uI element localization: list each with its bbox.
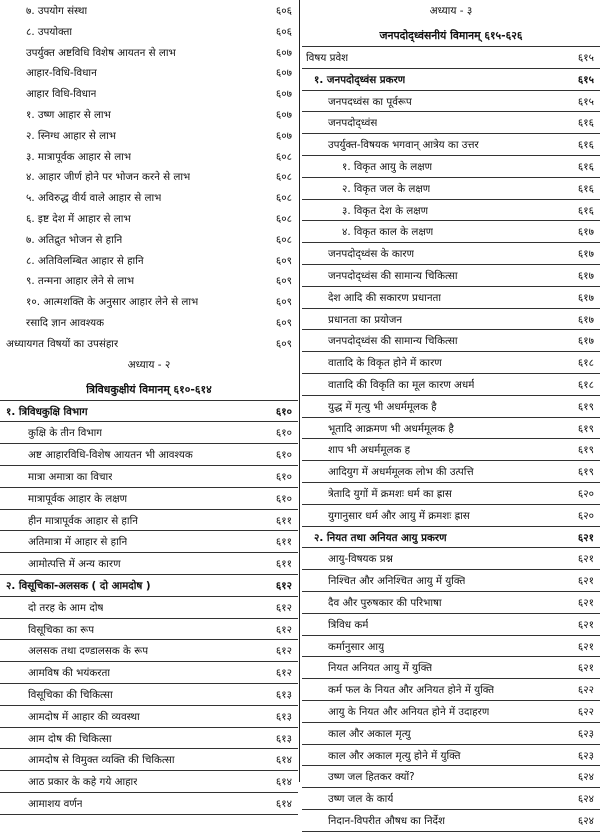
toc-entry-page: ६२३ (577, 727, 594, 740)
column-divider (299, 0, 300, 782)
toc-entry-title: कर्म फल के नियत और अनियत होने में युक्ति (328, 684, 495, 697)
toc-entry (302, 548, 600, 570)
toc-entry (302, 723, 600, 745)
toc-entry (0, 166, 298, 187)
toc-entry (0, 62, 298, 83)
toc-entry-title: अलसक तथा दण्डालसक के रूप (28, 645, 149, 658)
toc-entry-page: ६१२ (275, 601, 292, 614)
toc-entry-page: ६१० (275, 449, 292, 462)
toc-entry (0, 510, 298, 532)
toc-entry-page: ६२४ (577, 814, 594, 827)
toc-entry (0, 531, 298, 553)
toc-entry-title: कर्मानुसार आयु (328, 640, 385, 653)
toc-entry-page: ६१९ (577, 444, 594, 457)
toc-entry (302, 657, 600, 679)
toc-entry-title: आयु के नियत और अनियत होने में उदाहरण (328, 705, 490, 718)
toc-entry (0, 444, 298, 466)
toc-entry-page: ६२० (577, 487, 594, 500)
toc-entry-title: ३. मात्रापूर्वक आहार से लाभ (26, 150, 132, 163)
toc-entry (0, 488, 298, 510)
toc-entry-page: ६१२ (275, 623, 292, 636)
toc-entry-page: ६१६ (577, 139, 594, 152)
toc-entry-title: ४. विकृत काल के लक्षण (342, 226, 434, 239)
toc-entry-title: जनपदोद्ध्वंस की सामान्य चिकित्सा (328, 335, 458, 348)
toc-entry-title: भूतादि आक्रमण भी अधर्ममूलक है (328, 422, 454, 435)
toc-entry-title: २. स्निग्ध आहार से लाभ (26, 129, 116, 142)
chapter-3-label: अध्याय - ३ (429, 5, 473, 17)
toc-entry-title: १०. आत्मशक्ति के अनुसार आहार लेने से लाभ (26, 296, 199, 309)
toc-entry-title: ८. अतिविलम्बित आहार से हानि (26, 254, 144, 267)
toc-entry-page: ६२३ (577, 749, 594, 762)
toc-entry-title: काल और अकाल मृत्यु होने में युक्ति (328, 749, 461, 762)
chapter-3-title: जनपदोद्ध्वंसनीयं विमानम् ६१५-६२६ (302, 22, 600, 47)
toc-entry (0, 146, 298, 167)
toc-entry (302, 221, 600, 243)
toc-entry-title: ६. इष्ट देश में आहार से लाभ (26, 212, 131, 225)
toc-entry-title: १. विकृत आयु के लक्षण (342, 160, 433, 173)
toc-entry-title: वातादि की विकृति का मूल कारण अधर्म (328, 378, 475, 391)
toc-entry-page: ६०९ (275, 337, 292, 350)
toc-entry (302, 200, 600, 222)
toc-entry (302, 527, 600, 549)
toc-entry (302, 745, 600, 767)
toc-entry (0, 640, 298, 662)
toc-entry-page: ६२० (577, 509, 594, 522)
toc-entry-page: ६११ (275, 514, 292, 527)
toc-entry-page: ६०८ (275, 150, 292, 163)
toc-entry-page: ६२२ (577, 705, 594, 718)
toc-entry-title: ४. आहार जीर्ण होने पर भोजन करने से लाभ (26, 171, 191, 184)
toc-entry (0, 42, 298, 63)
toc-entry (0, 422, 298, 444)
toc-entry-title: ३. विकृत देश के लक्षण (342, 204, 429, 217)
toc-entry-title: त्रिविध कर्म (328, 618, 369, 631)
toc-entry (302, 788, 600, 810)
toc-entry-page: ६१३ (275, 710, 292, 723)
toc-entry (302, 156, 600, 178)
left-column (0, 0, 298, 815)
toc-entry-page: ६१७ (577, 269, 594, 282)
toc-entry-page: ६१६ (577, 182, 594, 195)
toc-entry (0, 684, 298, 706)
toc-entry-title: आमोत्पत्ति में अन्य कारण (28, 558, 121, 571)
toc-entry (0, 401, 298, 423)
toc-entry (302, 112, 600, 134)
toc-entry (302, 701, 600, 723)
toc-entry (0, 125, 298, 146)
left-toc-list-top (0, 0, 298, 354)
toc-entry (302, 309, 600, 331)
toc-entry (302, 396, 600, 418)
toc-entry-title: १. उष्ण आहार से लाभ (26, 108, 111, 121)
toc-entry-page: ६०९ (275, 254, 292, 267)
toc-entry-page: ६१४ (275, 797, 292, 810)
toc-entry (302, 636, 600, 658)
toc-entry-title: विषय प्रवेश (306, 52, 349, 64)
toc-entry-title: दैव और पुरुषकार की परिभाषा (328, 596, 442, 609)
toc-entry-title: ७. उपयोग संस्था (26, 5, 88, 17)
toc-entry (0, 291, 298, 312)
toc-entry-title: अतिमात्रा में आहार से हानि (28, 536, 128, 549)
toc-entry-title: नियत अनियत आयु में युक्ति (328, 662, 433, 675)
toc-entry (302, 679, 600, 701)
toc-entry-page: ६०८ (275, 233, 292, 246)
toc-entry-page: ६०७ (275, 108, 292, 121)
toc-entry-page: ६१५ (577, 52, 594, 64)
toc-entry-page: ६२१ (577, 553, 594, 566)
toc-entry-page: ६१३ (275, 732, 292, 745)
left-toc-list-bottom (0, 401, 298, 815)
toc-entry-page: ६१२ (275, 667, 292, 680)
toc-entry (302, 265, 600, 287)
toc-entry-page: ६१८ (577, 378, 594, 391)
toc-entry (0, 333, 298, 354)
toc-entry (0, 706, 298, 728)
toc-entry-title: युगानुसार धर्म और आयु में क्रमशः ह्रास (328, 509, 470, 522)
toc-entry-title: शाप भी अधर्ममूलक ह (328, 444, 411, 457)
toc-entry-title: विसूचिका का रूप (28, 623, 95, 636)
toc-entry-page: ६२१ (577, 575, 594, 588)
toc-entry (302, 243, 600, 265)
toc-entry-page: ६१९ (577, 466, 594, 479)
toc-entry-page: ६१६ (577, 117, 594, 130)
toc-entry-title: त्रेतादि युगों में क्रमशः धर्म का ह्रास (328, 487, 452, 500)
toc-entry-page: ६१७ (577, 313, 594, 326)
toc-entry-page: ६१७ (577, 335, 594, 348)
toc-entry-page: ६२१ (577, 618, 594, 631)
toc-entry-title: अध्यायगत विषयों का उपसंहार (6, 337, 119, 350)
toc-entry (0, 21, 298, 42)
toc-entry-page: ६०७ (275, 88, 292, 101)
toc-entry-page: ६१८ (577, 357, 594, 370)
toc-entry-title: काल और अकाल मृत्यु (328, 727, 411, 740)
toc-entry-title: जनपदोद्ध्वंस (328, 117, 378, 130)
toc-entry-page: ६०९ (275, 316, 292, 329)
toc-entry-title: युद्ध में मृत्यु भी अधर्ममूलक है (328, 400, 437, 413)
toc-entry-title: २. नियत तथा अनियत आयु प्रकरण (314, 531, 447, 544)
toc-entry-title: उपर्युक्त अष्टविधि विशेष आयतन से लाभ (26, 46, 176, 59)
toc-entry-page: ६१७ (577, 291, 594, 304)
toc-entry-title: आठ प्रकार के कहे गये आहार (28, 776, 138, 789)
toc-entry-title: आमविष की भयंकरता (28, 667, 111, 680)
toc-entry-page: ६२४ (577, 793, 594, 806)
toc-entry (302, 178, 600, 200)
toc-entry (0, 597, 298, 619)
toc-entry-title: निश्चित और अनिश्चित आयु में युक्ति (328, 575, 466, 588)
toc-entry (0, 270, 298, 291)
toc-entry-page: ६०७ (275, 67, 292, 80)
toc-entry (0, 466, 298, 488)
toc-entry (302, 439, 600, 461)
toc-entry (302, 69, 600, 91)
toc-entry (0, 104, 298, 125)
toc-entry (0, 83, 298, 104)
toc-entry (302, 47, 600, 69)
toc-entry-page: ६०६ (275, 5, 292, 17)
toc-entry (302, 505, 600, 527)
toc-entry-title: आयु-विषयक प्रश्न (328, 553, 393, 566)
toc-entry-title: आमदोष में आहार की व्यवस्था (28, 710, 140, 723)
toc-entry (302, 570, 600, 592)
toc-entry (0, 793, 298, 815)
toc-entry (0, 208, 298, 229)
toc-entry-title: आहार-विधि-विधान (26, 67, 97, 80)
toc-entry-page: ६१० (275, 405, 292, 418)
toc-entry-title: रसादि ज्ञान आवश्यक (26, 316, 105, 329)
toc-entry-page: ६०९ (275, 275, 292, 288)
toc-entry-title: २. विसूचिका-अलसक ( दो आमदोष ) (6, 579, 151, 592)
toc-entry-page: ६१५ (577, 95, 594, 108)
toc-entry (0, 728, 298, 750)
toc-entry-page: ६०७ (275, 129, 292, 142)
chapter-2-label: अध्याय - २ (127, 358, 171, 371)
toc-entry (302, 134, 600, 156)
toc-entry (0, 229, 298, 250)
toc-entry (0, 187, 298, 208)
toc-entry-title: ८. उपयोक्ता (26, 25, 73, 38)
toc-entry-title: दो तरह के आम दोष (28, 601, 104, 614)
toc-entry (302, 614, 600, 636)
toc-entry-title: मात्रापूर्वक आहार के लक्षण (28, 492, 128, 505)
toc-entry (302, 592, 600, 614)
toc-entry-page: ६०७ (275, 46, 292, 59)
toc-entry (0, 575, 298, 597)
toc-entry-title: कुक्षि के तीन विभाग (28, 427, 103, 440)
toc-entry (302, 483, 600, 505)
toc-entry (302, 810, 600, 832)
toc-entry-page: ६१२ (275, 579, 292, 592)
toc-entry-page: ६१२ (275, 645, 292, 658)
toc-entry (302, 287, 600, 309)
toc-entry (302, 461, 600, 483)
toc-entry-page: ६११ (275, 558, 292, 571)
toc-entry (302, 352, 600, 374)
toc-entry-title: उष्ण जल हितकर क्यों? (328, 771, 415, 784)
toc-entry-title: जनपदोद्ध्वंस के कारण (328, 248, 415, 261)
toc-entry-title: आमाशय वर्णन (28, 797, 83, 810)
toc-entry (0, 553, 298, 575)
toc-entry (302, 330, 600, 352)
toc-entry-page: ६१६ (577, 160, 594, 173)
right-column (302, 0, 600, 832)
toc-entry-title: १. त्रिविधकुक्षि विभाग (6, 405, 88, 418)
toc-entry-page: ६१९ (577, 400, 594, 413)
toc-entry-title: प्रधानता का प्रयोजन (328, 313, 403, 326)
toc-entry-title: ५. अविरुद्ध वीर्य वाले आहार से लाभ (26, 192, 162, 205)
toc-entry-page: ६०६ (275, 25, 292, 38)
toc-entry (302, 374, 600, 396)
toc-entry-page: ६२२ (577, 684, 594, 697)
right-toc-list (302, 47, 600, 832)
toc-entry (302, 91, 600, 113)
toc-entry (0, 0, 298, 21)
toc-entry-page: ६१६ (577, 204, 594, 217)
toc-entry-title: विसूचिका की चिकित्सा (28, 688, 113, 701)
toc-entry-title: हीन मात्रापूर्वक आहार से हानि (28, 514, 138, 527)
toc-entry-page: ६१४ (275, 776, 292, 789)
toc-entry-title: जनपदध्वंस का पूर्वरूप (328, 95, 412, 108)
toc-entry-page: ६१० (275, 492, 292, 505)
toc-entry-title: २. विकृत जल के लक्षण (342, 182, 431, 195)
toc-entry (0, 250, 298, 271)
toc-entry-title: उपर्युक्त-विषयक भगवान् आत्रेय का उत्तर (328, 139, 479, 152)
toc-entry-page: ६१४ (275, 754, 292, 767)
toc-entry-title: १. जनपदोद्ध्वंस प्रकरण (314, 73, 406, 86)
toc-entry (302, 418, 600, 440)
toc-entry (0, 662, 298, 684)
toc-entry-title: आम दोष की चिकित्सा (28, 732, 112, 745)
toc-entry-page: ६११ (275, 536, 292, 549)
toc-entry-page: ६२१ (577, 596, 594, 609)
toc-entry-title: जनपदोद्ध्वंस की सामान्य चिकित्सा (328, 269, 458, 282)
toc-entry (302, 766, 600, 788)
toc-entry-title: आहार विधि-विधान (26, 88, 97, 101)
toc-entry-title: आदियुग में अधर्ममूलक लोभ की उत्पत्ति (328, 466, 474, 479)
toc-entry-page: ६१९ (577, 422, 594, 435)
toc-entry (0, 749, 298, 771)
toc-entry-page: ६१० (275, 427, 292, 440)
toc-entry-page: ६०८ (275, 171, 292, 184)
toc-entry-page: ६०८ (275, 212, 292, 225)
chapter-2-title: त्रिविधकुक्षीयं विमानम् ६१०-६१४ (0, 376, 298, 401)
toc-entry-title: वातादि के विकृत होने में कारण (328, 357, 442, 370)
toc-entry-title: निदान-विपरीत औषध का निर्देश (328, 814, 445, 827)
toc-entry-title: अष्ट आहारविधि-विशेष आयतन भी आवश्यक (28, 449, 193, 462)
toc-entry-title: ७. अतिद्रुत भोजन से हानि (26, 233, 123, 246)
toc-entry-title: मात्रा अमात्रा का विचार (28, 470, 113, 483)
toc-entry-page: ६१० (275, 470, 292, 483)
toc-entry (0, 312, 298, 333)
toc-entry-page: ६२१ (577, 662, 594, 675)
toc-entry-page: ६०९ (275, 296, 292, 309)
toc-entry-title: ९. तन्मना आहार लेने से लाभ (26, 275, 135, 288)
toc-entry-title: उष्ण जल के कार्य (328, 793, 394, 806)
toc-entry-page: ६०८ (275, 192, 292, 205)
toc-entry-page: ६२४ (577, 771, 594, 784)
toc-entry (0, 619, 298, 641)
toc-entry-page: ६१५ (577, 73, 594, 86)
toc-entry-page: ६१७ (577, 248, 594, 261)
toc-entry-page: ६२१ (577, 640, 594, 653)
toc-entry-title: देश आदि की सकारण प्रधानता (328, 291, 442, 304)
toc-entry-title: आमदोष से विमुक्त व्यक्ति की चिकित्सा (28, 754, 175, 767)
toc-entry-page: ६१३ (275, 688, 292, 701)
toc-entry-page: ६१७ (577, 226, 594, 239)
toc-entry-page: ६२१ (577, 531, 594, 544)
